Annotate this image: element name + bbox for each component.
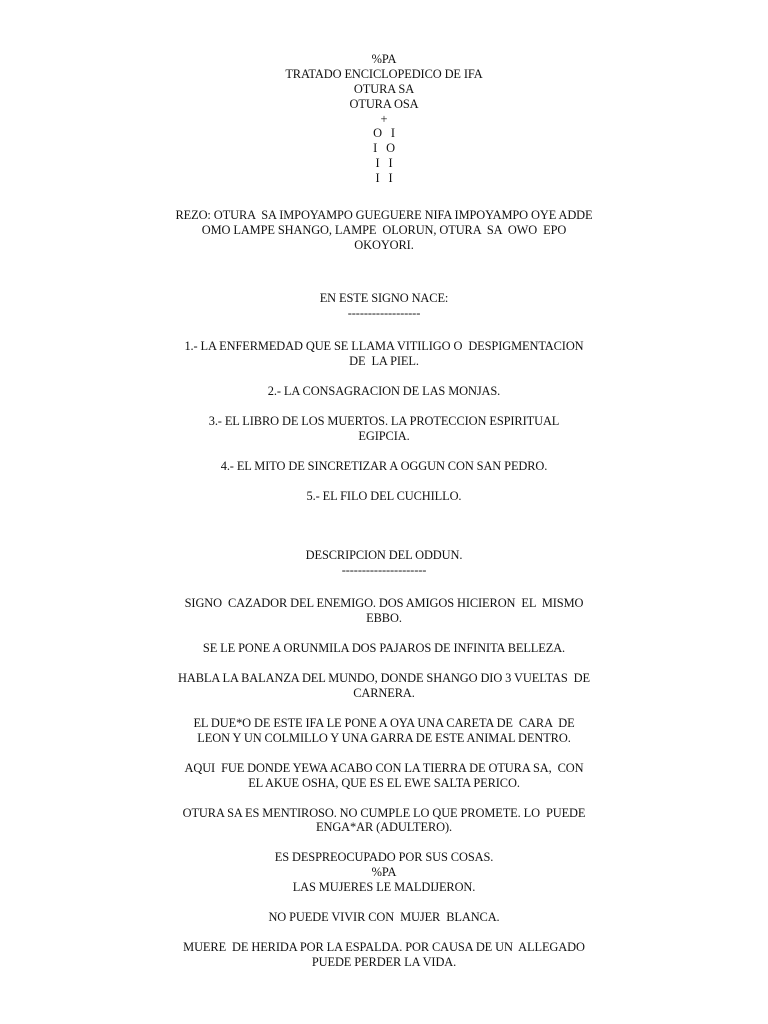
paragraph-line: SIGNO CAZADOR DEL ENEMIGO. DOS AMIGOS HICIERON EL MISMO	[184, 596, 584, 611]
list-item: EGIPCIA.	[358, 429, 410, 444]
odu-figure-row: I O	[373, 141, 395, 156]
paragraph-line: LEON Y UN COLMILLO Y UNA GARRA DE ESTE ANIMAL DENTRO.	[197, 730, 571, 745]
paragraph-line: ENGA*AR (ADULTERO).	[316, 820, 452, 835]
odu-figure-row: I I	[375, 156, 393, 171]
list-item: 4.- EL MITO DE SINCRETIZAR A OGGUN CON SAN PEDRO.	[220, 458, 548, 473]
section-heading: DESCRIPCION DEL ODDUN.	[305, 547, 463, 562]
nace-section	[0, 291, 768, 504]
list-item: DE LA PIEL.	[349, 354, 419, 369]
page-marker: %PA	[371, 865, 397, 880]
section-heading: EN ESTE SIGNO NACE:	[319, 290, 449, 305]
paragraph-line: LAS MUJERES LE MALDIJERON.	[292, 880, 476, 895]
document-title: TRATADO ENCICLOPEDICO DE IFA	[285, 66, 483, 81]
header-block	[0, 52, 768, 186]
paragraph-line: EL AKUE OSHA, QUE ES EL EWE SALTA PERICO.	[248, 775, 520, 790]
paragraph-line: EL DUE*O DE ESTE IFA LE PONE A OYA UNA CARETA DE CARA DE	[193, 715, 575, 730]
paragraph-line: MUERE DE HERIDA POR LA ESPALDA. POR CAUSA DE UN ALLEGADO	[183, 939, 585, 954]
rezo-line: REZO: OTURA SA IMPOYAMPO GUEGUERE NIFA IMPOYAMPO OYE ADDE	[175, 208, 593, 223]
paragraph-line: PUEDE PERDER LA VIDA.	[311, 954, 457, 969]
sign-name-alt: OTURA OSA	[349, 96, 419, 111]
paragraph-line: ES DESPREOCUPADO POR SUS COSAS.	[274, 850, 494, 865]
odu-figure-row: O I	[373, 126, 395, 141]
section-underline: ------------------	[347, 305, 421, 320]
list-item: 2.- LA CONSAGRACION DE LAS MONJAS.	[267, 384, 501, 399]
paragraph-line: AQUI FUE DONDE YEWA ACABO CON LA TIERRA DE OTURA SA, CON	[184, 760, 584, 775]
page-marker: %PA	[371, 52, 397, 66]
list-item: 1.- LA ENFERMEDAD QUE SE LLAMA VITILIGO O DESPIGMENTACION	[184, 339, 584, 354]
cross-symbol: +	[380, 111, 388, 126]
rezo-line: OKOYORI.	[354, 237, 414, 252]
section-underline: ---------------------	[341, 562, 427, 577]
paragraph-line: SE LE PONE A ORUNMILA DOS PAJAROS DE INFINITA BELLEZA.	[202, 641, 566, 656]
paragraph-line: HABLA LA BALANZA DEL MUNDO, DONDE SHANGO DIO 3 VUELTAS DE	[178, 671, 590, 686]
paragraph-line: EBBO.	[366, 611, 402, 626]
list-item: 5.- EL FILO DEL CUCHILLO.	[306, 488, 462, 503]
document-page	[0, 52, 768, 970]
rezo-paragraph	[0, 208, 768, 253]
rezo-line: OMO LAMPE SHANGO, LAMPE OLORUN, OTURA SA OWO EPO	[201, 222, 567, 237]
list-item: 3.- EL LIBRO DE LOS MUERTOS. LA PROTECCION ESPIRITUAL	[208, 414, 560, 429]
paragraph-line: CARNERA.	[353, 686, 415, 701]
paragraph-line: NO PUEDE VIVIR CON MUJER BLANCA.	[268, 909, 500, 924]
odu-figure-row: I I	[375, 171, 393, 186]
descripcion-section	[0, 548, 768, 970]
paragraph-line: OTURA SA ES MENTIROSO. NO CUMPLE LO QUE PROMETE. LO PUEDE	[182, 805, 586, 820]
sign-name: OTURA SA	[353, 81, 415, 96]
